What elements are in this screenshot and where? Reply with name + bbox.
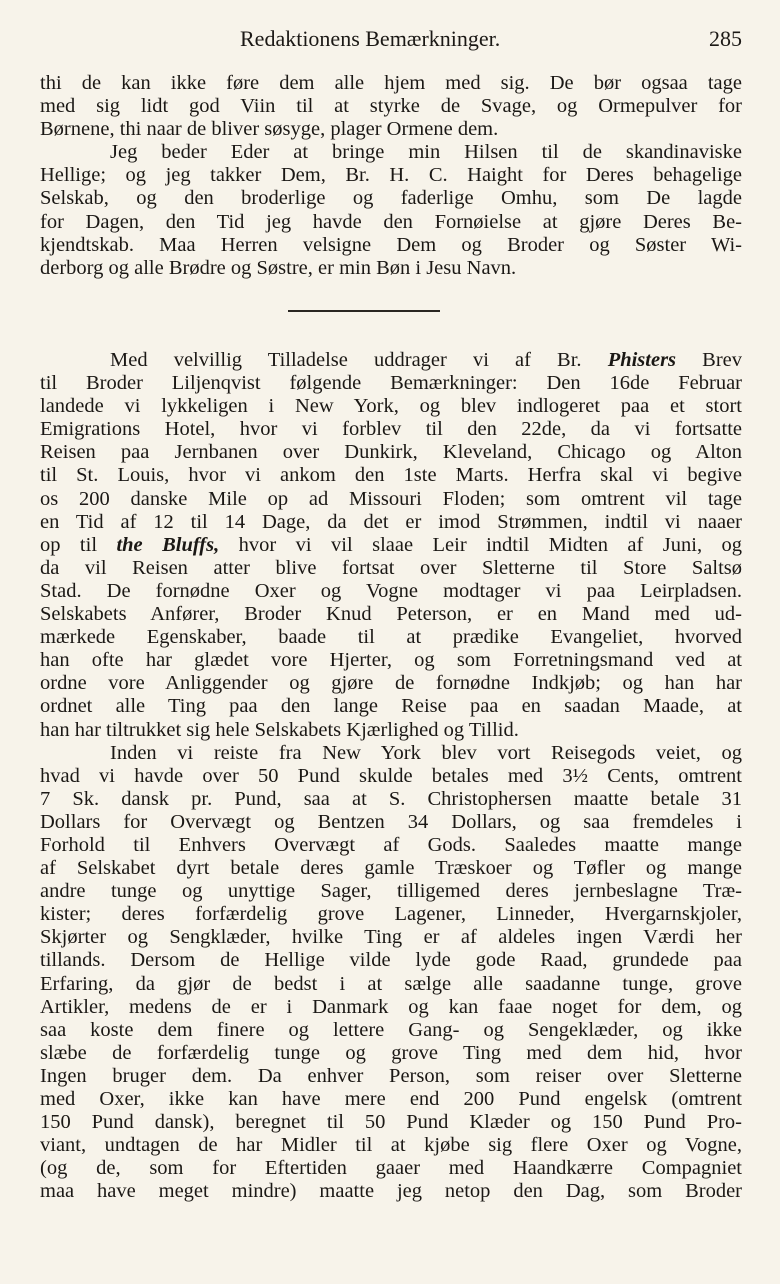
text-line: Hellige; og jeg takker Dem, Br. H. C. Haight for Deres behagelige	[40, 164, 742, 187]
text-line: Dollars for Overvægt og Bentzen 34 Dollars, og saa fremdeles i	[40, 810, 742, 833]
text-line: 7 Sk. dansk pr. Pund, saa at S. Christophersen maatte betale 31	[40, 787, 742, 810]
author-name: Phisters	[607, 349, 677, 371]
text-line: til Broder Liljenqvist følgende Bemærkninger: Den 16de Februar	[40, 372, 742, 395]
text-segment: Med velvillig Tilladelse uddrager vi af Br.	[110, 349, 582, 371]
text-line: Forhold til Enhvers Overvægt af Gods. Saaledes maatte mange	[40, 833, 742, 856]
text-line: Skjørter og Sengklæder, hvilke Ting er af aldeles ingen Værdi her	[40, 926, 742, 949]
text-line: af Selskabet dyrt betale deres gamle Træskoer og Tøfler og mange	[40, 857, 742, 880]
text-line: landede vi lykkeligen i New York, og blev indlogeret paa et stort	[40, 395, 742, 418]
text-line: ordnet alle Ting paa den lange Reise paa en saadan Maade, at	[40, 695, 742, 718]
phister-letter	[40, 349, 742, 1203]
text-line: han har tiltrukket sig hele Selskabets Kjærlighed og Tillid.	[40, 718, 519, 741]
text-line: viant, undtagen de har Midler til at kjøbe sig flere Oxer og Vogne,	[40, 1134, 742, 1157]
text-line: Artikler, medens de er i Danmark og kan faae noget for dem, og	[40, 995, 742, 1018]
text-line	[40, 534, 742, 557]
text-line: med sig lidt god Viin til at styrke de Svage, og Ormepulver for	[40, 95, 742, 118]
text-segment: op til	[40, 533, 98, 556]
text-line: Emigrations Hotel, hvor vi forblev til den 22de, da vi fortsatte	[40, 418, 742, 441]
text-line: han ofte har glædet vore Hjerter, og som Forretningsmand ved at	[40, 649, 742, 672]
text-line: 150 Pund dansk), beregnet til 50 Pund Klæder og 150 Pund Pro-	[40, 1111, 742, 1134]
text-line: Stad. De fornødne Oxer og Vogne modtager vi paa Leirpladsen.	[40, 579, 742, 602]
text-line: til St. Louis, hvor vi ankom den 1ste Marts. Herfra skal vi begive	[40, 464, 742, 487]
text-line: slæbe de forfærdelig tunge og grove Ting med dem hid, hvor	[40, 1041, 742, 1064]
text-line: saa koste dem finere og lettere Gang- og Sengeklæder, og ikke	[40, 1018, 742, 1041]
text-line: hvad vi havde over 50 Pund skulde betales med 3½ Cents, omtrent	[40, 764, 742, 787]
text-line	[40, 349, 742, 372]
text-line: mærkede Egenskaber, baade til at prædike Evangeliet, hvorved	[40, 626, 742, 649]
place-name: the Bluffs,	[116, 533, 220, 556]
text-line: derborg og alle Brødre og Søstre, er min Bøn i Jesu Navn.	[40, 256, 517, 279]
text-line: os 200 danske Mile op ad Missouri Floden; som omtrent vil tage	[40, 487, 742, 510]
text-line: andre tunge og unyttige Sager, tilligemed deres jernbeslagne Træ-	[40, 880, 742, 903]
page-number: 285	[709, 26, 742, 51]
text-line: kister; deres forfærdelig grove Lagener, Linneder, Hvergarnskjoler,	[40, 903, 742, 926]
text-line: Børnene, thi naar de bliver søsyge, plager Ormene dem.	[40, 118, 499, 141]
text-line: Selskabets Anfører, Broder Knud Peterson, er en Mand med ud-	[40, 603, 742, 626]
text-line: Erfaring, da gjør de bedst i at sælge alle saadanne tunge, grove	[40, 972, 742, 995]
section-divider	[288, 310, 440, 312]
text-line: Jeg beder Eder at bringe min Hilsen til de skandinaviske	[110, 141, 742, 164]
letter-ending	[40, 72, 742, 280]
text-line: ordne vore Anliggender og gjøre de fornødne Indkjøb; og han har	[40, 672, 742, 695]
text-segment: hvor vi vil slaae Leir indtil Midten af Juni, og	[238, 533, 743, 556]
text-line: en Tid af 12 til 14 Dage, da det er imod Strømmen, indtil vi naaer	[40, 510, 742, 533]
text-line: maa have meget mindre) maatte jeg netop den Dag, som Broder	[40, 1180, 742, 1203]
text-line: Selskab, og den broderlige og faderlige Omhu, som De lagde	[40, 187, 742, 210]
running-title: Redaktionens Bemærkninger.	[240, 26, 501, 51]
page-header	[40, 26, 742, 54]
text-line: Ingen bruger dem. Da enhver Person, som reiser over Sletterne	[40, 1064, 742, 1087]
text-line: kjendtskab. Maa Herren velsigne Dem og Broder og Søster Wi-	[40, 233, 742, 256]
text-line: (og de, som for Eftertiden gaaer med Haandkærre Compagniet	[40, 1157, 742, 1180]
text-line: da vil Reisen atter blive fortsat over Sletterne til Store Saltsø	[40, 556, 742, 579]
text-line: med Oxer, ikke kan have mere end 200 Pund engelsk (omtrent	[40, 1088, 742, 1110]
text-line: tillands. Dersom de Hellige vilde lyde gode Raad, grundede paa	[40, 949, 742, 972]
text-line: Inden vi reiste fra New York blev vort Reisegods veiet, og	[110, 741, 742, 764]
text-line: for Dagen, den Tid jeg havde den Fornøielse at gjøre Deres Be-	[40, 210, 742, 233]
text-line: thi de kan ikke føre dem alle hjem med sig. De bør ogsaa tage	[40, 72, 742, 94]
text-segment: Brev	[702, 349, 743, 371]
text-line: Reisen paa Jernbanen over Dunkirk, Kleveland, Chicago og Alton	[40, 441, 742, 464]
